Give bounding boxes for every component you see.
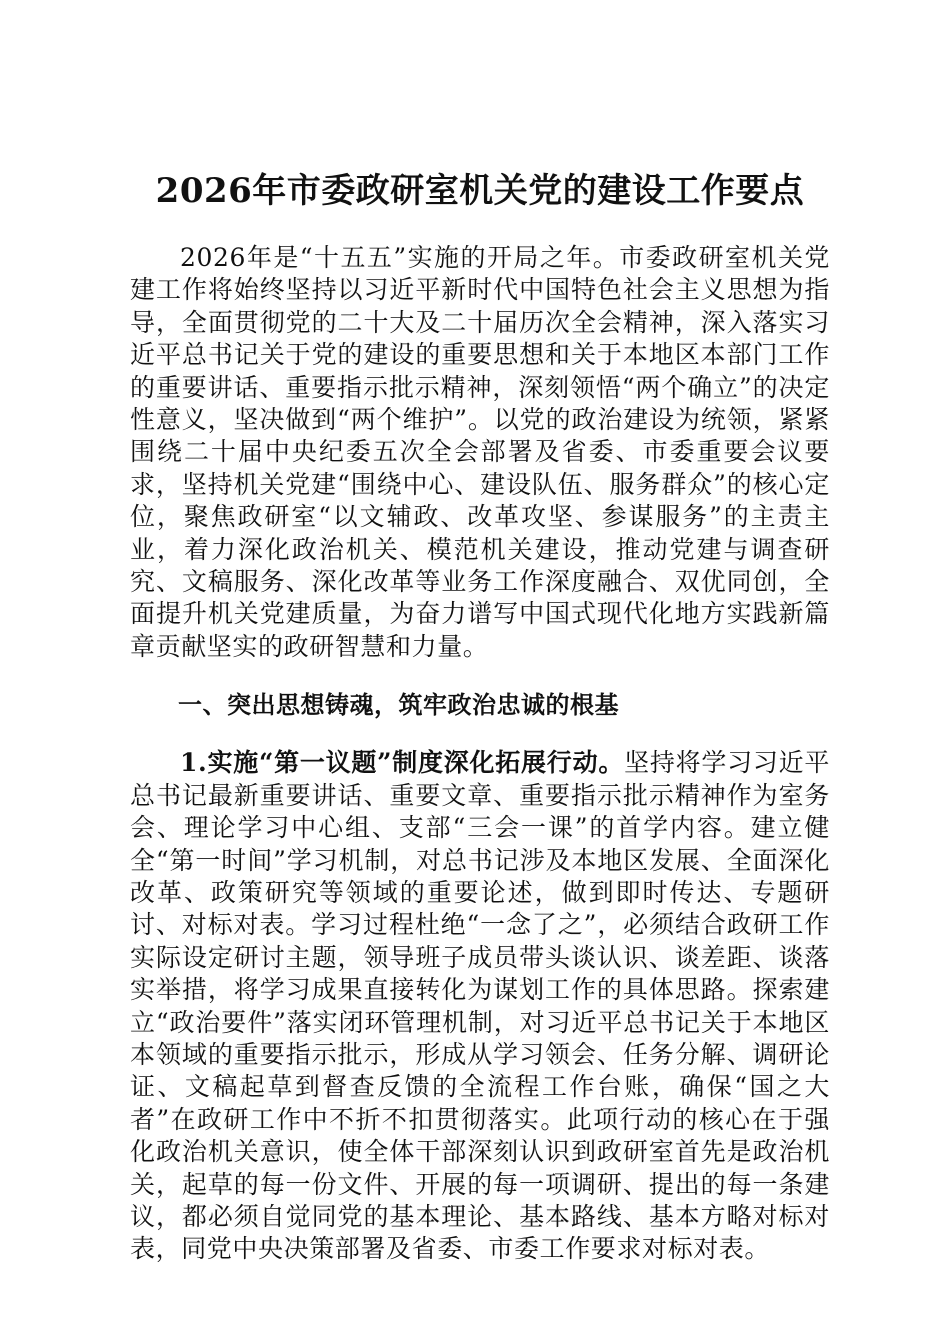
intro-paragraph: 2026年是“十五五”实施的开局之年。市委政研室机关党建工作将始终坚持以习近平新时代中国特色社会主义思想为指导，全面贯彻党的二十大及二十届历次全会精神，深入落实习近平总书记关于党的建设的重要思想和关于本地区本部门工作的重要讲话、重要指示批示精神，深刻领悟“两个确立”的决定性意义，坚决做到“两个维护”。以党的政治建设为统领，紧紧围绕二十届中央纪委五次全会部署及省委、市委重要会议要求，坚持机关党建“围绕中心、建设队伍、服务群众”的核心定位，聚焦政研室“以文辅政、改革攻坚、参谋服务”的主责主业，着力深化政治机关、模范机关建设，推动党建与调查研究、文稿服务、深化改革等业务工作深度融合、双优同创，全面提升机关党建质量，为奋力谱写中国式现代化地方实践新篇章贡献坚实的政研智慧和力量。	[130, 243, 830, 661]
item-body: 坚持将学习习近平总书记最新重要讲话、重要文章、重要指示批示精神作为室务会、理论学习中心组、支部“三会一课”的首学内容。建立健全“第一时间”学习机制，对总书记涉及本地区发展、全面深化改革、政策研究等领域的重要论述，做到即时传达、专题研讨、对标对表。学习过程杜绝“一念了之”，必须结合政研工作实际设定研讨主题，领导班子成员带头谈认识、谈差距、谈落实举措，将学习成果直接转化为谋划工作的具体思路。探索建立“政治要件”落实闭环管理机制，对习近平总书记关于本地区本领域的重要指示批示，形成从学习领会、任务分解、调研论证、文稿起草到督查反馈的全流程工作台账，确保“国之大者”在政研工作中不折不扣贯彻落实。此项行动的核心在于强化政治机关意识，使全体干部深刻认识到政研室首先是政治机关，起草的每一份文件、开展的每一项调研、提出的每一条建议，都必须自觉同党的基本理论、基本路线、基本方略对标对表，同党中央决策部署及省委、市委工作要求对标对表。	[130, 748, 830, 1264]
item-lead: 1.实施“第一议题”制度深化拓展行动。	[180, 748, 625, 778]
item-paragraph	[130, 747, 830, 1266]
section-heading: 一、突出思想铸魂，筑牢政治忠诚的根基	[178, 691, 619, 720]
document-page	[130, 168, 830, 1266]
document-title: 2026年市委政研室机关党的建设工作要点	[155, 171, 805, 211]
